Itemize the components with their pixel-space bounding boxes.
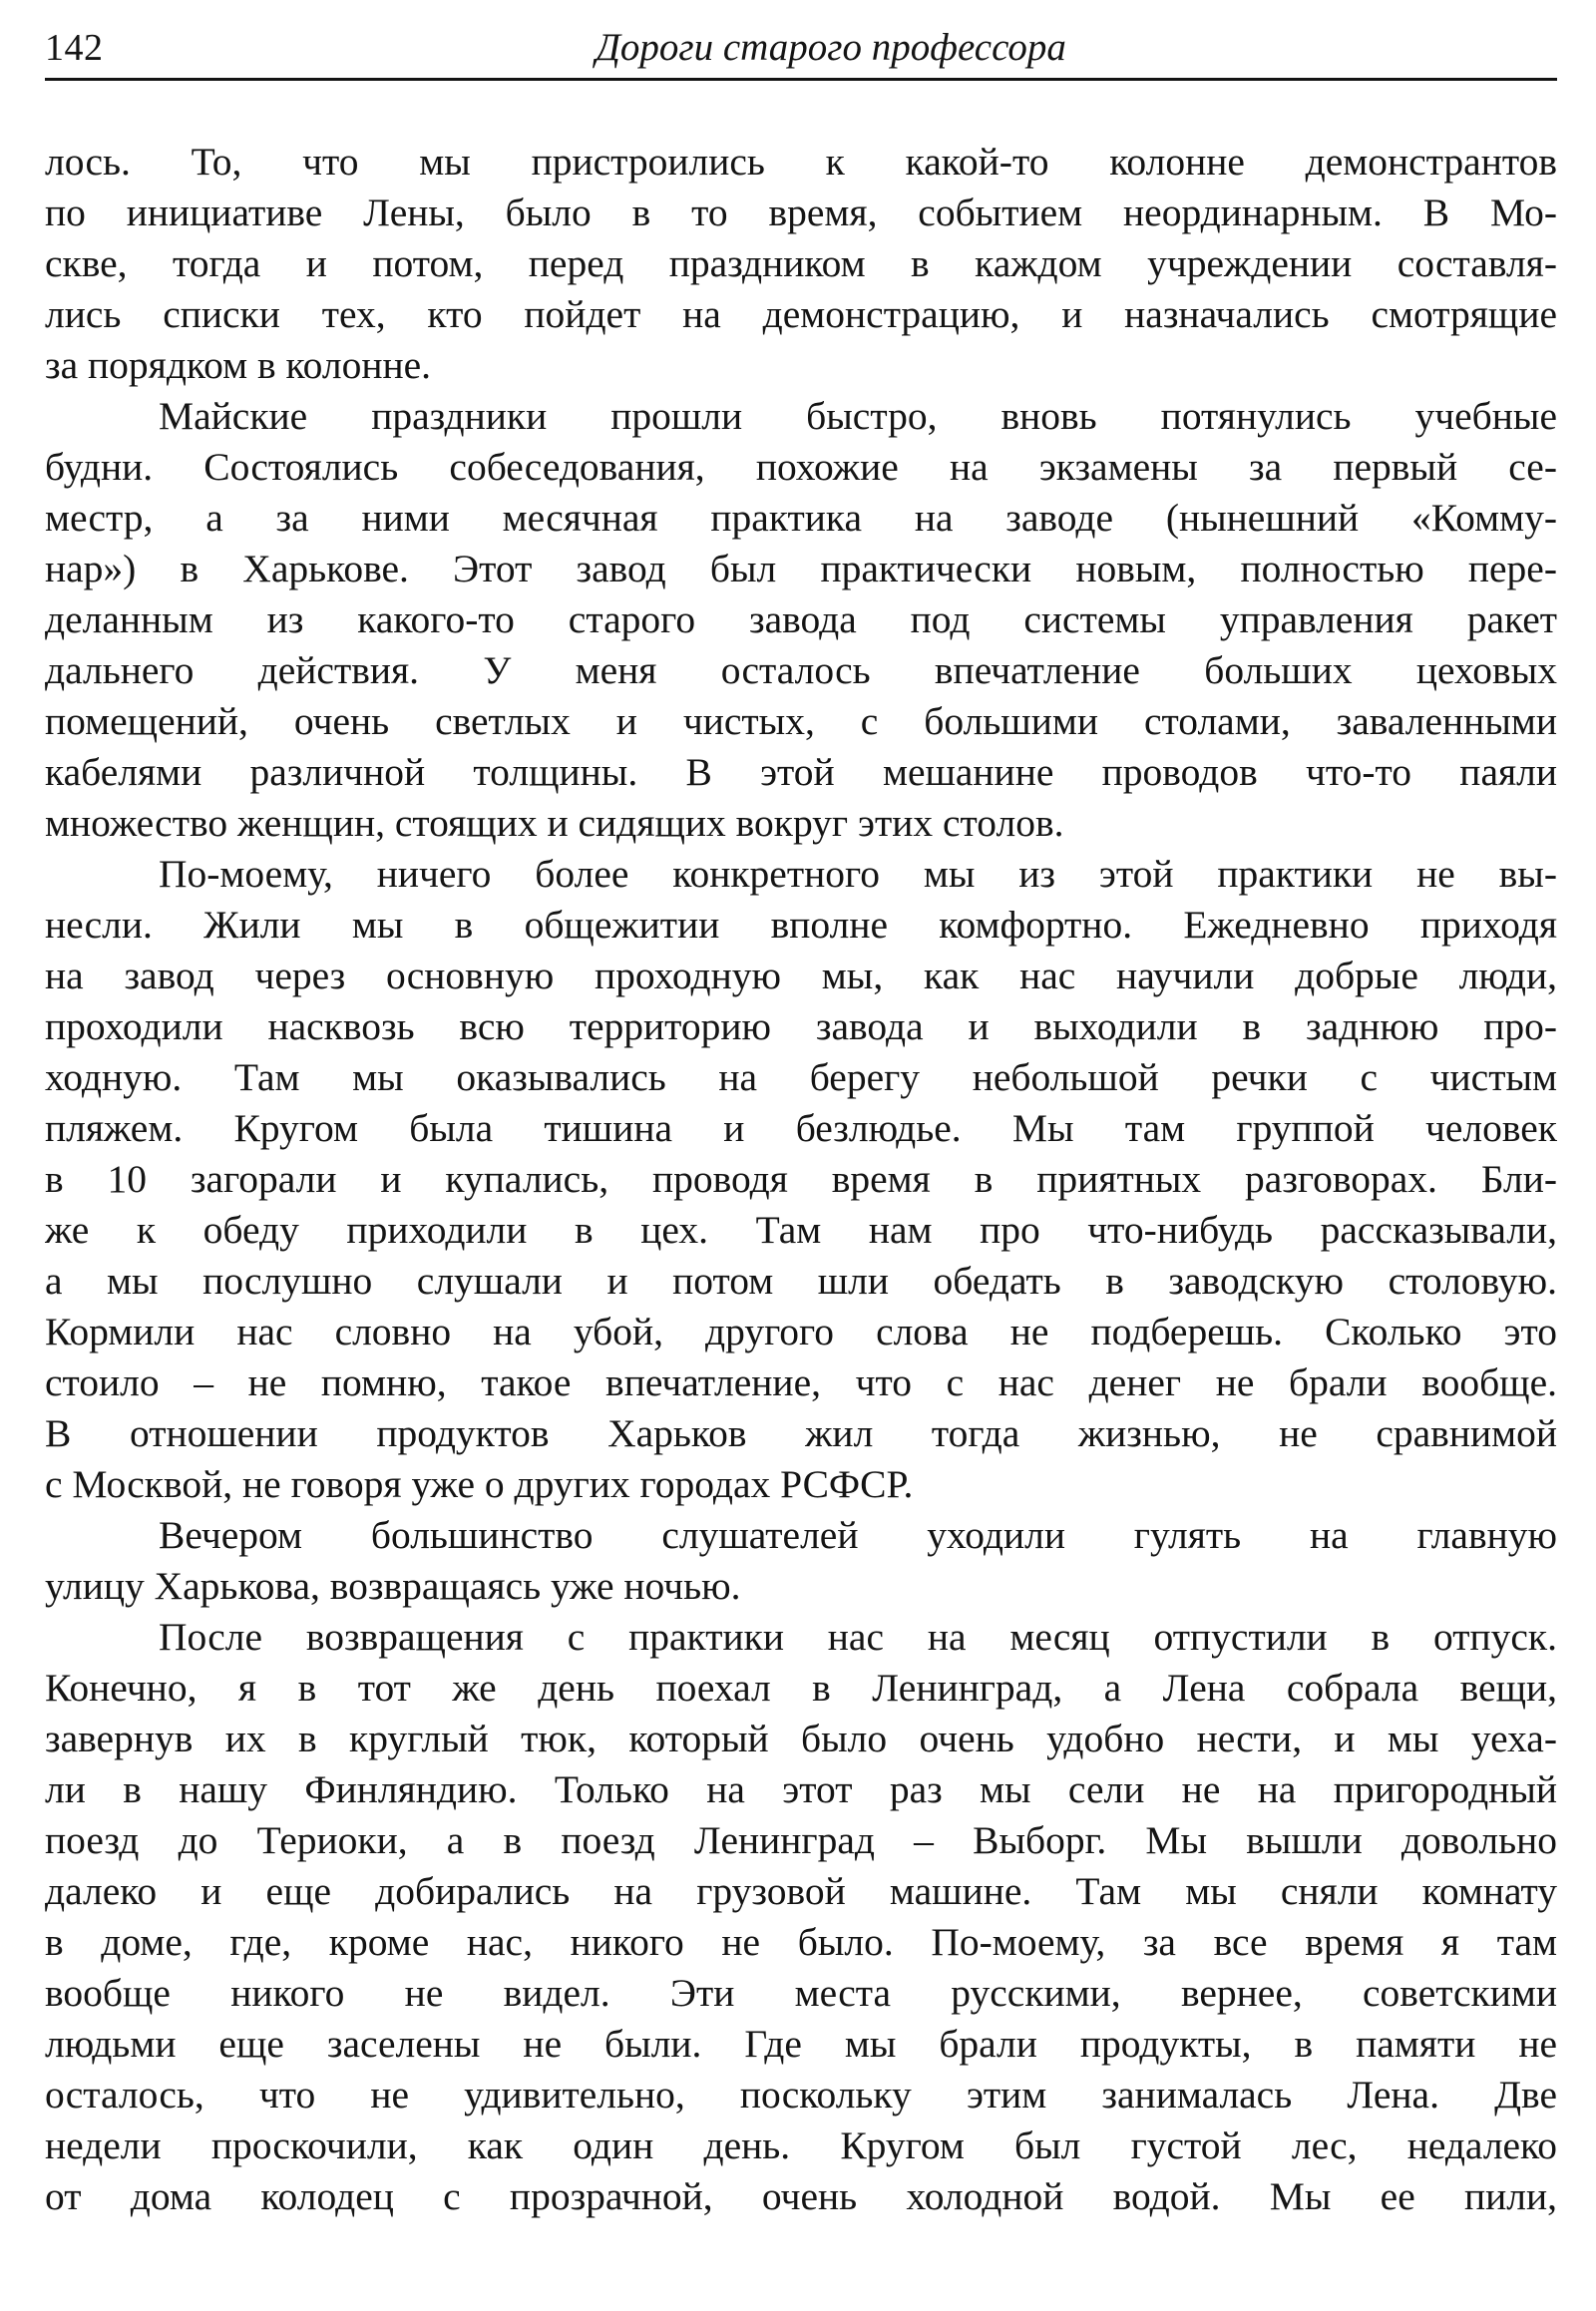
text-line: По-моему, ничего более конкретного мы из этой практики не вы- bbox=[159, 852, 1557, 896]
text-line: нар») в Харькове. Этот завод был практически новым, полностью пере- bbox=[45, 547, 1557, 590]
text-line: Вечером большинство слушателей уходили гулять на главную bbox=[159, 1513, 1557, 1557]
text-line: ходную. Там мы оказывались на берегу небольшой речки с чистым bbox=[45, 1055, 1557, 1099]
text-line: стоило – не помню, такое впечатление, что с нас денег не брали вообще. bbox=[45, 1360, 1557, 1404]
text-line: деланным из какого-то старого завода под системы управления ракет bbox=[45, 597, 1557, 641]
text-line: В отношении продуктов Харьков жил тогда жизнью, не сравнимой bbox=[45, 1411, 1557, 1455]
text-line: помещений, очень светлых и чистых, с большими столами, заваленными bbox=[45, 699, 1557, 743]
text-line: лись списки тех, кто пойдет на демонстрацию, и назначались смотрящие bbox=[45, 292, 1557, 336]
text-line: на завод через основную проходную мы, как нас научили добрые люди, bbox=[45, 954, 1557, 997]
text-line: пляжем. Кругом была тишина и безлюдье. Мы там группой человек bbox=[45, 1106, 1557, 1150]
text-line: Кормили нас словно на убой, другого слова не подберешь. Сколько это bbox=[45, 1310, 1557, 1353]
text-line: завернув их в круглый тюк, который было очень удобно нести, и мы уеха- bbox=[45, 1717, 1557, 1760]
text-line: дальнего действия. У меня осталось впечатление больших цеховых bbox=[45, 648, 1557, 692]
text-line: Майские праздники прошли быстро, вновь потянулись учебные bbox=[159, 394, 1557, 438]
text-line: же к обеду приходили в цех. Там нам про что-нибудь рассказывали, bbox=[45, 1208, 1557, 1252]
text-line: Конечно, я в тот же день поехал в Ленинград, а Лена собрала вещи, bbox=[45, 1666, 1557, 1710]
text-line: скве, тогда и потом, перед праздником в каждом учреждении составля- bbox=[45, 241, 1557, 285]
header-rule bbox=[45, 78, 1557, 81]
text-line: вообще никого не видел. Эти места русскими, вернее, советскими bbox=[45, 1971, 1557, 2015]
text-line: далеко и еще добирались на грузовой машине. Там мы сняли комнату bbox=[45, 1869, 1557, 1913]
text-line: множество женщин, стоящих и сидящих вокруг этих столов. bbox=[45, 801, 1064, 845]
text-line: людьми еще заселены не были. Где мы брали продукты, в памяти не bbox=[45, 2022, 1557, 2066]
text-line: будни. Состоялись собеседования, похожие на экзамены за первый се- bbox=[45, 445, 1557, 489]
page-number: 142 bbox=[45, 27, 104, 69]
book-title: Дороги старого профессора bbox=[596, 26, 1066, 69]
text-line: После возвращения с практики нас на месяц отпустили в отпуск. bbox=[159, 1615, 1557, 1659]
body-text bbox=[45, 137, 1557, 2222]
text-line: ли в нашу Финляндию. Только на этот раз мы сели не на пригородный bbox=[45, 1767, 1557, 1811]
running-head bbox=[45, 18, 1557, 78]
text-line: недели проскочили, как один день. Кругом был густой лес, недалеко bbox=[45, 2123, 1557, 2167]
text-line: улицу Харькова, возвращаясь уже ночью. bbox=[45, 1564, 741, 1608]
text-line: лось. То, что мы пристроились к какой-то колонне демонстрантов bbox=[45, 140, 1557, 184]
text-line: поезд до Териоки, а в поезд Ленинград – Выборг. Мы вышли довольно bbox=[45, 1818, 1557, 1862]
text-line: в доме, где, кроме нас, никого не было. По-моему, за все время я там bbox=[45, 1920, 1557, 1964]
text-line: за порядком в колонне. bbox=[45, 343, 432, 387]
text-line: несли. Жили мы в общежитии вполне комфортно. Ежедневно приходя bbox=[45, 903, 1557, 947]
text-line: по инициативе Лены, было в то время, событием неординарным. В Мо- bbox=[45, 191, 1557, 234]
text-line: местр, а за ними месячная практика на заводе (нынешний «Комму- bbox=[45, 496, 1557, 540]
text-line: осталось, что не удивительно, поскольку этим занималась Лена. Две bbox=[45, 2073, 1557, 2117]
text-line: с Москвой, не говоря уже о других городах РСФСР. bbox=[45, 1462, 914, 1506]
text-line: от дома колодец с прозрачной, очень холодной водой. Мы ее пили, bbox=[45, 2174, 1557, 2218]
text-line: в 10 загорали и купались, проводя время в приятных разговорах. Бли- bbox=[45, 1157, 1557, 1201]
text-line: кабелями различной толщины. В этой мешанине проводов что-то паяли bbox=[45, 750, 1557, 794]
text-line: а мы послушно слушали и потом шли обедать в заводскую столовую. bbox=[45, 1259, 1557, 1303]
text-line: проходили насквозь всю территорию завода и выходили в заднюю про- bbox=[45, 1004, 1557, 1048]
